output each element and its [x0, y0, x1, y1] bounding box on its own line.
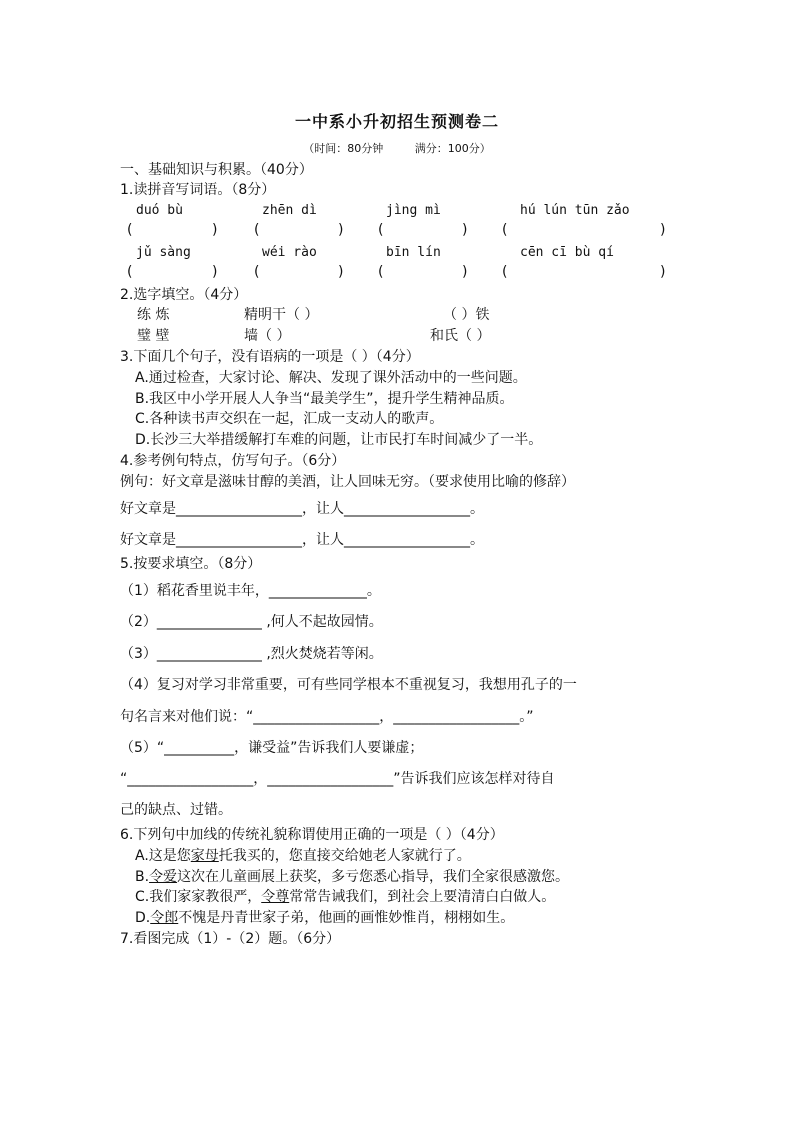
q1-blank-7-open: ( [378, 264, 384, 280]
q2-chars-2: 璧 壁 [137, 328, 170, 344]
q6-option-b: B.令爱这次在儿童画展上获奖，多亏您悉心指导，我们全家很感激您。 [135, 869, 570, 885]
q2-chars-1: 练 炼 [137, 307, 170, 323]
q2-blank-1: 精明干（ ） [244, 307, 319, 323]
q1-blank-7-close: ) [462, 264, 468, 280]
q2-heading: 2.选字填空。（4分） [120, 287, 248, 303]
q1-blank-2-close: ) [338, 222, 344, 238]
q1-blank-8-open: ( [502, 264, 508, 280]
q1-blank-4-open: ( [502, 222, 508, 238]
q5-item-2: （2）_______________ ,何人不起故园情。 [120, 614, 383, 630]
exam-subtitle [0, 140, 794, 156]
q5-item-3: （3）_______________ ,烈火焚烧若等闲。 [120, 646, 383, 662]
q1-pinyin-7: bīn lín [386, 245, 441, 260]
q5-item-4-cont: 句名言来对他们说：“__________________，__________________。” [120, 709, 534, 725]
q5-item-4: （4）复习对学习非常重要，可有些同学根本不重视复习，我想用孔子的一 [120, 677, 577, 693]
q1-blank-1-close: ) [212, 222, 218, 238]
q1-pinyin-2: zhēn dì [262, 203, 317, 218]
q3-option-b: B.我区中小学开展人人争当“最美学生”，提升学生精神品质。 [135, 391, 514, 407]
q1-pinyin-5: jǔ sàng [136, 245, 191, 260]
q5-heading: 5.按要求填空。（8分） [120, 556, 262, 572]
q5-item-5-cont: “__________________，__________________”告诉我们应该怎样对待自 [120, 771, 555, 787]
q1-blank-6-close: ) [338, 264, 344, 280]
q4-example: 例句：好文章是滋味甘醇的美酒，让人回味无穷。（要求使用比喻的修辞） [120, 474, 575, 490]
q1-blank-4-close: ) [660, 222, 666, 238]
q2-blank-4: 和氏（ ） [430, 328, 491, 344]
q1-pinyin-8: cēn cī bù qí [520, 245, 614, 260]
q5-item-1: （1）稻花香里说丰年，______________。 [120, 583, 381, 599]
q5-item-5-end: 己的缺点、过错。 [120, 802, 232, 818]
q3-heading: 3.下面几个句子，没有语病的一项是（ ）（4分） [120, 349, 420, 365]
q1-blank-3-close: ) [462, 222, 468, 238]
section-1-heading: 一、基础知识与积累。（40分） [120, 162, 313, 178]
q1-pinyin-6: wéi rào [262, 245, 317, 260]
q3-option-c: C.各种读书声交织在一起，汇成一支动人的歌声。 [135, 411, 444, 427]
q1-blank-3-open: ( [378, 222, 384, 238]
q1-pinyin-4: hú lún tūn zǎo [520, 203, 630, 218]
q1-blank-8-close: ) [660, 264, 666, 280]
q3-option-a: A.通过检查，大家讨论、解决、发现了课外活动中的一些问题。 [135, 370, 527, 386]
q6-underlined-term: 令尊 [261, 889, 290, 905]
q6-underlined-term: 家母 [190, 848, 219, 864]
q1-blank-6-open: ( [254, 264, 260, 280]
q6-underlined-term: 令郎 [150, 910, 179, 926]
q2-blank-2: （ ）铁 [443, 307, 490, 323]
exam-title: 一中系小升初招生预测卷二 [294, 112, 499, 131]
q1-blank-5-open: ( [127, 264, 133, 280]
q1-blank-2-open: ( [254, 222, 260, 238]
q1-blank-5-close: ) [212, 264, 218, 280]
q2-blank-3: 墙（ ） [244, 328, 291, 344]
q5-item-5: （5）“__________，谦受益”告诉我们人要谦虚； [120, 740, 424, 756]
exam-score: 满分：100分） [414, 142, 491, 155]
q1-heading: 1.读拼音写词语。（8分） [120, 182, 276, 198]
q6-heading: 6.下列句中加线的传统礼貌称谓使用正确的一项是（ ）（4分） [120, 827, 504, 843]
q7-heading: 7.看图完成（1）-（2）题。（6分） [120, 931, 341, 947]
q4-heading: 4.参考例句特点，仿写句子。（6分） [120, 453, 346, 469]
exam-time: （时间：80分钟 [303, 142, 384, 155]
q3-option-d: D.长沙三大举措缓解打车难的问题，让市民打车时间减少了一半。 [135, 432, 543, 448]
q1-pinyin-1: duó bù [136, 203, 183, 218]
q1-blank-1-open: ( [127, 222, 133, 238]
q6-option-a: A.这是您家母托我买的，您直接交给她老人家就行了。 [135, 848, 471, 864]
q6-option-d: D.令郎不愧是丹青世家子弟，他画的画惟妙惟肖，栩栩如生。 [135, 910, 515, 926]
q6-option-c: C.我们家家教很严，令尊常常告诫我们，到社会上要清清白白做人。 [135, 889, 556, 905]
q6-underlined-term: 令爱 [149, 869, 178, 885]
q4-answer-line-2: 好文章是__________________，让人__________________。 [120, 532, 484, 548]
q4-answer-line-1: 好文章是__________________，让人__________________。 [120, 501, 484, 517]
q1-pinyin-3: jìng mì [386, 203, 441, 218]
